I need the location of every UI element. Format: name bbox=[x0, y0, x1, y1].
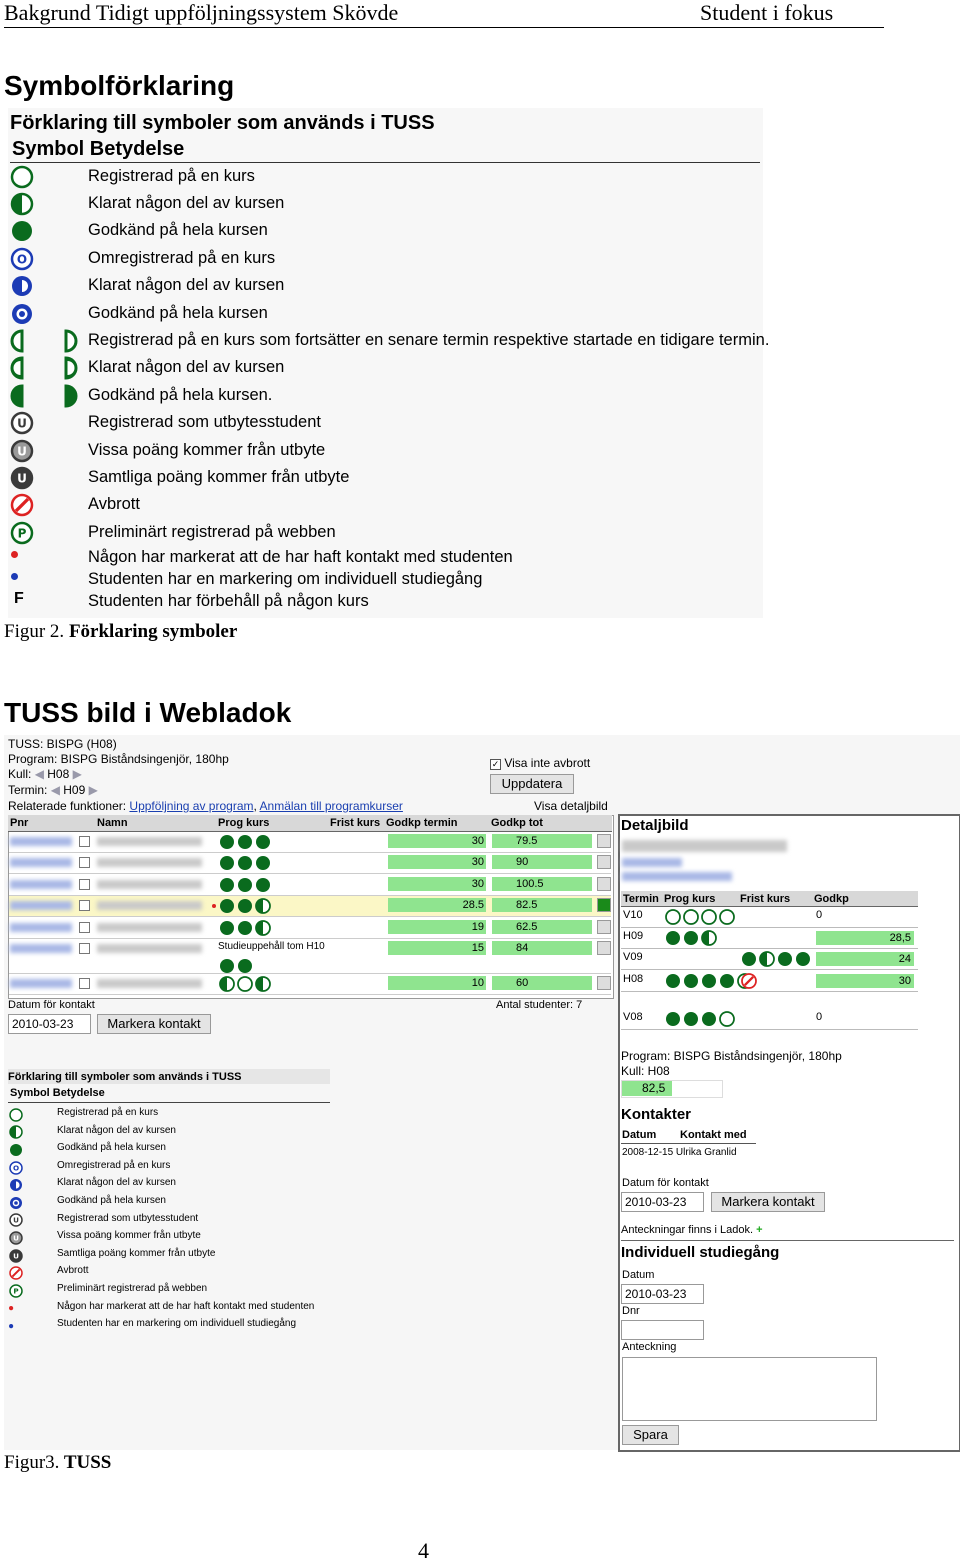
name-redacted bbox=[97, 979, 202, 988]
datum2-label: Datum bbox=[622, 1269, 655, 1281]
detail-total: 82,5 bbox=[622, 1081, 672, 1096]
figure3-caption-label: Figur3. bbox=[4, 1452, 60, 1473]
termin-next-icon[interactable]: ▶ bbox=[88, 783, 98, 797]
tuss-line1: TUSS: BISPG (H08) bbox=[8, 737, 117, 751]
figure3-caption-text: TUSS bbox=[59, 1452, 112, 1473]
section-title-symbolforklaring: Symbolförklaring bbox=[4, 70, 235, 101]
name-redacted bbox=[97, 858, 202, 867]
row-checkbox[interactable] bbox=[79, 836, 90, 847]
detail-col-termin: Termin bbox=[623, 893, 659, 905]
dnr-label: Dnr bbox=[622, 1305, 640, 1317]
omregistrerad-icon bbox=[10, 247, 80, 273]
legend-row bbox=[8, 411, 763, 437]
detail-term: V09 bbox=[623, 951, 643, 963]
row-checkbox[interactable] bbox=[79, 922, 90, 933]
anteckning-label: Anteckning bbox=[622, 1341, 677, 1353]
legend-label: Studenten har förbehåll på någon kurs bbox=[88, 592, 369, 610]
legend-label: Omregistrerad på en kurs bbox=[88, 249, 276, 267]
uppdatera-button[interactable]: Uppdatera bbox=[490, 774, 574, 794]
detail-col-godkp: Godkp bbox=[814, 893, 849, 905]
detail-datum-input[interactable]: 2010-03-23 bbox=[621, 1192, 704, 1212]
legend-row bbox=[8, 192, 763, 218]
godkp-tot-value: 90 bbox=[516, 856, 529, 868]
prog-kurs-symbols bbox=[218, 919, 272, 937]
mini-legend-label: Godkänd på hela kursen bbox=[57, 1142, 166, 1154]
detail-prog-symbols bbox=[664, 1010, 736, 1028]
legend-label: Klarat någon del av kursen bbox=[88, 358, 285, 376]
legend-label: Preliminärt registrerad på webben bbox=[88, 523, 336, 541]
col-godkp-termin[interactable]: Godkp termin bbox=[386, 817, 458, 829]
termin-value: H09 bbox=[63, 783, 86, 797]
detail-markera-button[interactable]: Markera kontakt bbox=[711, 1192, 825, 1212]
legend-label: Godkänd på hela kursen bbox=[88, 304, 268, 322]
mini-legend-label: Vissa poäng kommer från utbyte bbox=[57, 1230, 201, 1242]
avbrott-icon bbox=[8, 1264, 24, 1282]
svg-text:U: U bbox=[13, 1251, 19, 1261]
figure3-caption bbox=[4, 1452, 111, 1474]
godkp-termin-bar bbox=[388, 920, 486, 934]
svg-text:P: P bbox=[13, 1286, 19, 1296]
detail-godkp: 28,5 bbox=[889, 932, 911, 944]
detail-term: V10 bbox=[623, 909, 643, 921]
kontakt-rule bbox=[621, 1143, 756, 1144]
legend-label: Godkänd på hela kursen bbox=[88, 221, 268, 239]
godkp-termin-bar bbox=[388, 976, 486, 990]
legend-row bbox=[8, 439, 763, 465]
kontakter-title: Kontakter bbox=[621, 1106, 692, 1123]
godkp-tot-value: 100.5 bbox=[516, 878, 544, 890]
legend-label: Någon har markerat att de har haft kontakt med studenten bbox=[88, 548, 513, 566]
godkp-tot-bar bbox=[492, 941, 592, 955]
termin-prev-icon[interactable]: ◀ bbox=[50, 783, 60, 797]
datum2-input[interactable]: 2010-03-23 bbox=[621, 1284, 704, 1304]
kontakt-dot-icon bbox=[8, 1300, 14, 1318]
detail-select-box[interactable] bbox=[597, 976, 611, 990]
legend-label: Avbrott bbox=[88, 495, 140, 513]
legend-header: Symbol Betydelse bbox=[12, 138, 185, 160]
detail-godkp-bar bbox=[816, 952, 914, 966]
legend-row bbox=[8, 590, 763, 616]
legend-row bbox=[8, 247, 763, 273]
godkp-tot-bar bbox=[492, 855, 592, 869]
detail-select-box[interactable] bbox=[597, 898, 611, 912]
pnr-redacted bbox=[10, 923, 72, 932]
individuell-title: Individuell studiegång bbox=[621, 1244, 780, 1261]
detaljbild-title: Detaljbild bbox=[621, 817, 689, 834]
legend-row bbox=[8, 466, 763, 492]
svg-text:U: U bbox=[17, 444, 27, 459]
kontakt-col-datum: Datum bbox=[622, 1129, 657, 1141]
detail-godkp-bar bbox=[816, 931, 914, 945]
figure2-caption-text: Förklaring symboler bbox=[64, 621, 238, 642]
detail-email-redacted bbox=[622, 872, 732, 881]
legend-row bbox=[8, 493, 763, 519]
datum-kontakt-input[interactable]: 2010-03-23 bbox=[8, 1014, 91, 1034]
visa-detaljbild[interactable]: Visa detaljbild bbox=[534, 799, 608, 813]
utbyte-samtliga-icon bbox=[10, 466, 80, 492]
prog-kurs-symbols bbox=[218, 957, 254, 975]
pnr-redacted bbox=[10, 944, 72, 953]
detail-datum-label: Datum för kontakt bbox=[622, 1177, 709, 1189]
detail-frist-symbols bbox=[740, 950, 812, 968]
legend-title: Förklaring till symboler som används i TUSS bbox=[10, 112, 435, 134]
legend-row bbox=[8, 329, 770, 355]
preliminar-icon bbox=[8, 1282, 24, 1300]
mini-legend-label: Registrerad som utbytesstudent bbox=[57, 1212, 199, 1224]
kull-prev-icon[interactable]: ◀ bbox=[34, 767, 44, 781]
godkp-termin-bar bbox=[388, 898, 486, 912]
kontakt-col-med: Kontakt med bbox=[680, 1129, 747, 1141]
legend-label: Klarat någon del av kursen bbox=[88, 194, 285, 212]
mini-legend-rule bbox=[8, 1102, 330, 1103]
col-namn[interactable]: Namn bbox=[97, 817, 128, 829]
detail-godkp: 0 bbox=[816, 1011, 823, 1023]
legend-label: Registrerad som utbytesstudent bbox=[88, 413, 321, 431]
svg-text:U: U bbox=[13, 1233, 19, 1243]
mini-legend-label: Preliminärt registrerad på webben bbox=[57, 1283, 208, 1294]
detail-prog-symbols bbox=[664, 908, 736, 926]
detail-select-box[interactable] bbox=[597, 941, 611, 955]
avbrott-icon bbox=[10, 493, 80, 519]
omreg-klarat-del-icon bbox=[10, 274, 80, 300]
kull-label: Kull: bbox=[8, 767, 32, 781]
mini-legend-label: Klarat någon del av kursen bbox=[57, 1124, 176, 1136]
pnr-redacted bbox=[10, 837, 72, 846]
detail-term: V08 bbox=[623, 1011, 643, 1023]
anteckningar-text: Anteckningar finns i Ladok. bbox=[621, 1224, 754, 1236]
fortsatter-klarat-icon bbox=[10, 356, 80, 382]
omregistrerad-icon bbox=[8, 1159, 24, 1177]
mini-legend-title: Förklaring till symboler som används i TUSS bbox=[8, 1071, 242, 1083]
pnr-redacted bbox=[10, 858, 72, 867]
detail-term: H09 bbox=[623, 930, 644, 942]
tuss-kull bbox=[8, 767, 82, 781]
godkand-icon bbox=[10, 219, 80, 245]
godkp-tot-bar bbox=[492, 920, 592, 934]
svg-text:O: O bbox=[12, 1163, 20, 1173]
godkp-termin-value: 10 bbox=[471, 977, 484, 989]
forbehall-icon bbox=[10, 590, 80, 616]
detail-name-redacted bbox=[622, 840, 787, 852]
svg-text:U: U bbox=[17, 416, 27, 431]
row-checkbox[interactable] bbox=[79, 900, 90, 911]
godkp-tot-bar bbox=[492, 877, 592, 891]
detail-godkp-bar bbox=[816, 974, 914, 988]
legend-label: Samtliga poäng kommer från utbyte bbox=[88, 468, 350, 486]
pnr-redacted bbox=[10, 880, 72, 889]
godkp-termin-value: 28.5 bbox=[462, 899, 484, 911]
utbyte-icon bbox=[8, 1212, 24, 1230]
name-redacted bbox=[97, 837, 202, 846]
pnr-redacted bbox=[10, 901, 72, 910]
detail-term: H08 bbox=[623, 973, 644, 985]
detail-col-frist: Frist kurs bbox=[740, 893, 791, 905]
mini-legend-label: Registrerad på en kurs bbox=[57, 1107, 159, 1118]
detail-godkp: 0 bbox=[816, 909, 823, 921]
mini-legend-label: Avbrott bbox=[57, 1265, 89, 1277]
mini-legend-label: Godkänd på hela kursen bbox=[57, 1195, 166, 1206]
fortsatter-godkand-icon bbox=[10, 384, 80, 410]
section-title-tuss: TUSS bild i Webladok bbox=[4, 697, 292, 728]
registrerad-icon bbox=[10, 165, 80, 191]
kontakt-row: 2008-12-15 Ulrika Granlid bbox=[622, 1147, 737, 1158]
mini-legend-label: Omregistrerad på en kurs bbox=[57, 1159, 171, 1171]
svg-text:P: P bbox=[17, 526, 27, 541]
name-redacted bbox=[97, 901, 202, 910]
figure2-caption-label: Figur 2. bbox=[4, 621, 65, 642]
godkp-termin-bar bbox=[388, 877, 486, 891]
link-uppfoljning[interactable]: Uppföljning av program bbox=[129, 799, 254, 813]
checkbox-icon[interactable]: ✓ bbox=[491, 759, 500, 769]
kontakt-dot-icon bbox=[211, 897, 217, 915]
godkp-tot-value: 84 bbox=[516, 942, 529, 954]
detail-col-prog: Prog kurs bbox=[664, 893, 716, 905]
klarat-del-icon bbox=[10, 192, 80, 218]
godkp-tot-value: 62.5 bbox=[516, 921, 538, 933]
godkp-tot-value: 82.5 bbox=[516, 899, 538, 911]
anteckning-textarea[interactable] bbox=[622, 1357, 877, 1421]
legend-row bbox=[8, 274, 763, 300]
termin-label: Termin: bbox=[8, 783, 48, 797]
detail-select-box[interactable] bbox=[597, 855, 611, 869]
detail-select-box[interactable] bbox=[597, 834, 611, 848]
mini-legend-label: Studenten har en markering om individuell studiegång bbox=[57, 1318, 297, 1330]
legend-row bbox=[8, 219, 763, 245]
name-redacted bbox=[97, 923, 202, 932]
detail-godkp: 24 bbox=[898, 953, 911, 965]
omreg-godkand-icon bbox=[10, 302, 80, 328]
page-number: 4 bbox=[418, 1538, 429, 1563]
utbyte-vissa-icon bbox=[8, 1229, 24, 1247]
preliminar-icon bbox=[10, 521, 80, 547]
mini-legend-head: Symbol Betydelse bbox=[10, 1087, 105, 1099]
fortsatter-icon bbox=[10, 329, 80, 355]
spara-button[interactable]: Spara bbox=[622, 1425, 679, 1445]
prog-kurs-symbols bbox=[218, 833, 272, 851]
klarat-del-icon bbox=[8, 1124, 24, 1142]
godkp-termin-value: 30 bbox=[471, 835, 484, 847]
omreg-godkand-icon bbox=[8, 1194, 24, 1212]
detail-prog-symbols bbox=[664, 929, 718, 947]
prog-kurs-symbols bbox=[218, 854, 272, 872]
omreg-klarat-del-icon bbox=[8, 1176, 24, 1194]
kull-value: H08 bbox=[47, 767, 70, 781]
relaterade-funktioner: Relaterade funktioner: Uppföljning av program, Anmälan till programkurser bbox=[8, 799, 403, 813]
legend-label: Studenten har en markering om individuell studiegång bbox=[88, 570, 483, 588]
row-checkbox[interactable] bbox=[79, 943, 90, 954]
mini-legend-label: Någon har markerat att de har haft kontakt med studenten bbox=[57, 1300, 315, 1312]
godkp-tot-bar bbox=[492, 898, 592, 912]
row-checkbox[interactable] bbox=[79, 857, 90, 868]
forbehall-letter: F bbox=[14, 590, 24, 607]
legend-row bbox=[8, 384, 763, 410]
registrerad-icon bbox=[8, 1106, 24, 1124]
detail-divider bbox=[621, 1240, 954, 1241]
godkand-icon bbox=[8, 1141, 24, 1159]
visa-inte-avbrott[interactable] bbox=[490, 756, 590, 770]
detail-pnr-redacted bbox=[622, 858, 682, 867]
svg-text:U: U bbox=[17, 471, 27, 486]
utbyte-samtliga-icon bbox=[8, 1247, 24, 1265]
relaterade-label: Relaterade funktioner: bbox=[8, 799, 127, 813]
mini-legend-label: Klarat någon del av kursen bbox=[57, 1177, 176, 1189]
mini-legend-label: Samtliga poäng kommer från utbyte bbox=[57, 1247, 216, 1259]
legend-row bbox=[8, 302, 763, 328]
legend-label: Godkänd på hela kursen. bbox=[88, 386, 273, 404]
figure2-caption bbox=[4, 621, 237, 643]
detail-select-box[interactable] bbox=[597, 920, 611, 934]
prog-kurs-symbols bbox=[218, 897, 272, 915]
col-prog-kurs[interactable]: Prog kurs bbox=[218, 817, 270, 829]
header-left: Bakgrund Tidigt uppföljningssystem Skövde bbox=[4, 0, 399, 25]
antal-studenter: Antal studenter: 7 bbox=[496, 999, 583, 1011]
link-anmalan[interactable]: Anmälan till programkurser bbox=[259, 799, 403, 813]
studieuppehall-note: Studieuppehåll tom H10 bbox=[218, 941, 325, 952]
dnr-input[interactable] bbox=[621, 1320, 704, 1340]
prog-kurs-symbols bbox=[218, 975, 272, 993]
godkp-tot-bar bbox=[492, 834, 592, 848]
utbyte-icon bbox=[10, 411, 80, 437]
godkp-termin-value: 15 bbox=[471, 942, 484, 954]
godkp-tot-value: 79.5 bbox=[516, 835, 538, 847]
legend-label: Vissa poäng kommer från utbyte bbox=[88, 441, 326, 459]
detail-select-box[interactable] bbox=[597, 877, 611, 891]
name-redacted bbox=[97, 944, 202, 953]
legend-row bbox=[8, 165, 763, 191]
godkp-tot-bar bbox=[492, 976, 592, 990]
detail-godkp: 30 bbox=[898, 975, 911, 987]
godkp-termin-bar bbox=[388, 855, 486, 869]
legend-label: Registrerad på en kurs bbox=[88, 167, 255, 185]
header-rule bbox=[4, 27, 884, 28]
detail-kull: Kull: H08 bbox=[621, 1064, 670, 1078]
godkp-termin-value: 30 bbox=[471, 878, 484, 890]
legend-label: Klarat någon del av kursen bbox=[88, 276, 285, 294]
prog-kurs-symbols bbox=[218, 876, 272, 894]
legend-label: Registrerad på en kurs som fortsätter en senare termin respektive startade en tidigare termin. bbox=[88, 331, 770, 349]
detail-frist-symbols bbox=[740, 972, 758, 990]
legend-row bbox=[8, 521, 763, 547]
markera-kontakt-button[interactable]: Markera kontakt bbox=[97, 1014, 211, 1034]
svg-text:O: O bbox=[16, 252, 28, 267]
plus-icon[interactable]: + bbox=[756, 1224, 763, 1236]
col-frist-kurs[interactable]: Frist kurs bbox=[330, 817, 381, 829]
tuss-program: Program: BISPG Biståndsingenjör, 180hp bbox=[8, 752, 229, 766]
godkp-termin-value: 30 bbox=[471, 856, 484, 868]
svg-text:U: U bbox=[13, 1216, 19, 1226]
row-checkbox[interactable] bbox=[79, 978, 90, 989]
visa-inte-avbrott-label: Visa inte avbrott bbox=[504, 756, 591, 770]
godkp-tot-value: 60 bbox=[516, 977, 529, 989]
name-redacted bbox=[97, 880, 202, 889]
individuell-dot-icon bbox=[8, 1317, 14, 1335]
tuss-termin bbox=[8, 783, 98, 797]
col-godkp-tot[interactable]: Godkp tot bbox=[491, 817, 543, 829]
header-right: Student i fokus bbox=[700, 0, 834, 25]
legend-rule bbox=[10, 162, 760, 163]
godkp-termin-bar bbox=[388, 941, 486, 955]
datum-kontakt-label: Datum för kontakt bbox=[8, 999, 95, 1011]
utbyte-vissa-icon bbox=[10, 439, 80, 465]
godkp-termin-bar bbox=[388, 834, 486, 848]
pnr-redacted bbox=[10, 979, 72, 988]
col-pnr[interactable]: Pnr bbox=[10, 817, 29, 829]
anteckningar-ladok bbox=[621, 1224, 763, 1236]
legend-row bbox=[8, 356, 763, 382]
row-checkbox[interactable] bbox=[79, 879, 90, 890]
kull-next-icon[interactable]: ▶ bbox=[72, 767, 82, 781]
detail-program: Program: BISPG Biståndsingenjör, 180hp bbox=[621, 1049, 842, 1063]
godkp-termin-value: 19 bbox=[471, 921, 484, 933]
